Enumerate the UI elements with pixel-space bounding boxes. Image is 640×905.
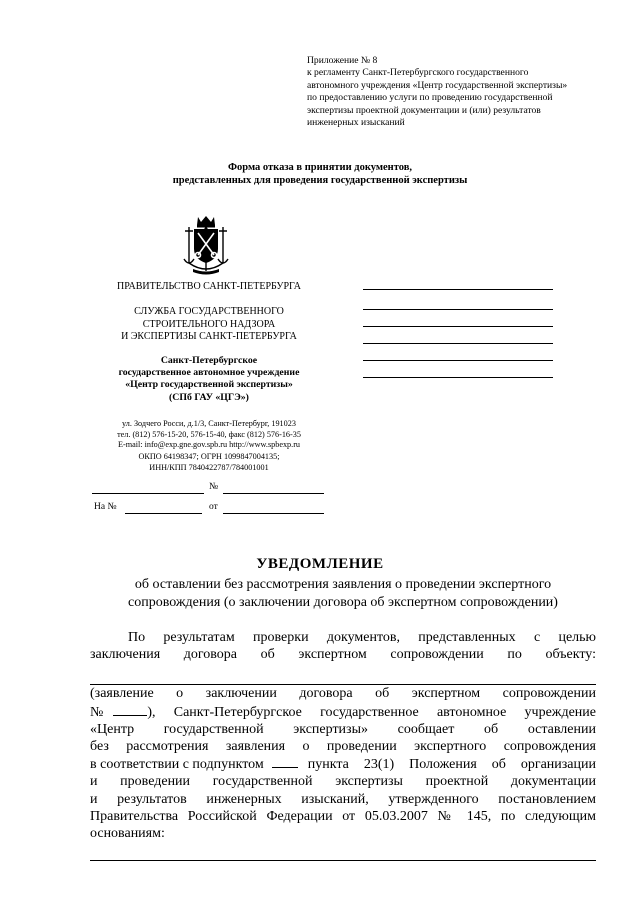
letterhead-government: ПРАВИТЕЛЬСТВО САНКТ-ПЕТЕРБУРГА bbox=[117, 281, 301, 292]
body-line: в соответствии с подпунктом bbox=[90, 757, 264, 773]
reply-to-number-field bbox=[125, 513, 202, 514]
body-line: ), Санкт-Петербургское государственное автономное учреждение bbox=[147, 704, 596, 720]
application-number-field bbox=[113, 703, 147, 716]
object-name-field bbox=[90, 663, 596, 685]
letterhead-address bbox=[95, 419, 323, 451]
appendix-line: экспертизы проектной документации и (или) результатов bbox=[307, 104, 541, 116]
number-sign: № bbox=[209, 482, 219, 492]
letterhead-institution bbox=[95, 355, 323, 404]
recipient-line bbox=[363, 309, 553, 310]
subclause-number-field bbox=[272, 755, 298, 768]
letterhead-codes bbox=[95, 452, 323, 473]
appendix-note bbox=[307, 55, 607, 129]
body-line: «Центр государственной экспертизы» сообщает об оставлении bbox=[90, 721, 596, 737]
institution-line: «Центр государственной экспертизы» bbox=[125, 379, 293, 391]
reply-to-date-field bbox=[223, 513, 324, 514]
appendix-line: по предоставлению услуги по проведению государственной bbox=[307, 92, 553, 104]
notice-body bbox=[90, 629, 596, 861]
codes-line: ОКПО 64198347; ОГРН 1099847004135; bbox=[138, 452, 280, 461]
body-line: заключения договора об экспертном сопровождении по объекту: bbox=[90, 647, 596, 663]
appendix-line: инженерных изысканий bbox=[307, 117, 405, 129]
number-sign: № bbox=[90, 704, 104, 720]
body-line-subclause bbox=[90, 755, 596, 773]
body-line: Правительства Российской Федерации от 05.03.2007 № 145, по следующим bbox=[90, 808, 596, 824]
institution-line: Санкт-Петербургское bbox=[160, 355, 258, 366]
form-title-line-1: Форма отказа в принятии документов, bbox=[228, 162, 412, 173]
appendix-line: Приложение № 8 bbox=[307, 55, 378, 66]
notice-subtitle bbox=[90, 576, 596, 612]
recipient-line bbox=[363, 289, 553, 290]
outgoing-number-field bbox=[223, 493, 324, 494]
body-line: По результатам проверки документов, представленных с целью bbox=[128, 630, 596, 645]
grounds-field bbox=[90, 842, 596, 861]
institution-line: (СПб ГАУ «ЦГЭ») bbox=[169, 391, 249, 403]
institution-line: государственное автономное учреждение bbox=[118, 367, 300, 379]
body-line: основаниям: bbox=[90, 826, 165, 842]
body-line: и результатов инженерных изысканий, утвержденного постановлением bbox=[90, 791, 596, 807]
service-line: И ЭКСПЕРТИЗЫ САНКТ-ПЕТЕРБУРГА bbox=[121, 331, 297, 343]
notice-title: УВЕДОМЛЕНИЕ bbox=[256, 556, 384, 572]
service-line: СЛУЖБА ГОСУДАРСТВЕННОГО bbox=[134, 306, 284, 317]
subtitle-line: сопровождения (о заключении договора об экспертном сопровождении) bbox=[128, 595, 558, 610]
spb-coat-of-arms-icon bbox=[179, 213, 233, 277]
body-line: (заявление о заключении договора об экспертном сопровождении bbox=[90, 686, 596, 702]
body-line: и проведении государственной экспертизы проектной документации bbox=[90, 774, 596, 790]
letterhead-service bbox=[95, 306, 323, 344]
address-line: ул. Зодчего Росси, д.1/3, Санкт-Петербург, 191023 bbox=[122, 419, 296, 428]
from-label: от bbox=[209, 502, 218, 512]
form-title bbox=[0, 161, 640, 187]
codes-line: ИНН/КПП 7840422787/784001001 bbox=[149, 462, 269, 472]
address-line: тел. (812) 576-15-20, 576-15-40, факс (812) 576-16-35 bbox=[117, 429, 301, 439]
body-line-number bbox=[90, 703, 596, 721]
reply-to-label: На № bbox=[94, 502, 117, 512]
recipient-line bbox=[363, 326, 553, 327]
recipient-line bbox=[363, 377, 553, 378]
address-line: E-mail: info@exp.gne.gov.spb.ru http://www.spbexp.ru bbox=[117, 440, 301, 449]
subtitle-line: об оставлении без рассмотрения заявления о проведении экспертного bbox=[134, 577, 552, 592]
form-title-line-2: представленных для проведения государственной экспертизы bbox=[172, 175, 468, 186]
body-line: пункта 23(1) Положения об организации bbox=[307, 757, 596, 773]
recipient-line bbox=[363, 360, 553, 361]
outgoing-date-field bbox=[92, 493, 204, 494]
appendix-line: автономного учреждения «Центр государственной экспертизы» bbox=[307, 79, 568, 91]
appendix-line: к регламенту Санкт-Петербургского государственного bbox=[307, 67, 529, 79]
body-line: без рассмотрения заявления о проведении экспертного сопровождения bbox=[90, 739, 596, 755]
recipient-line bbox=[363, 343, 553, 344]
service-line: СТРОИТЕЛЬНОГО НАДЗОРА bbox=[142, 318, 276, 330]
